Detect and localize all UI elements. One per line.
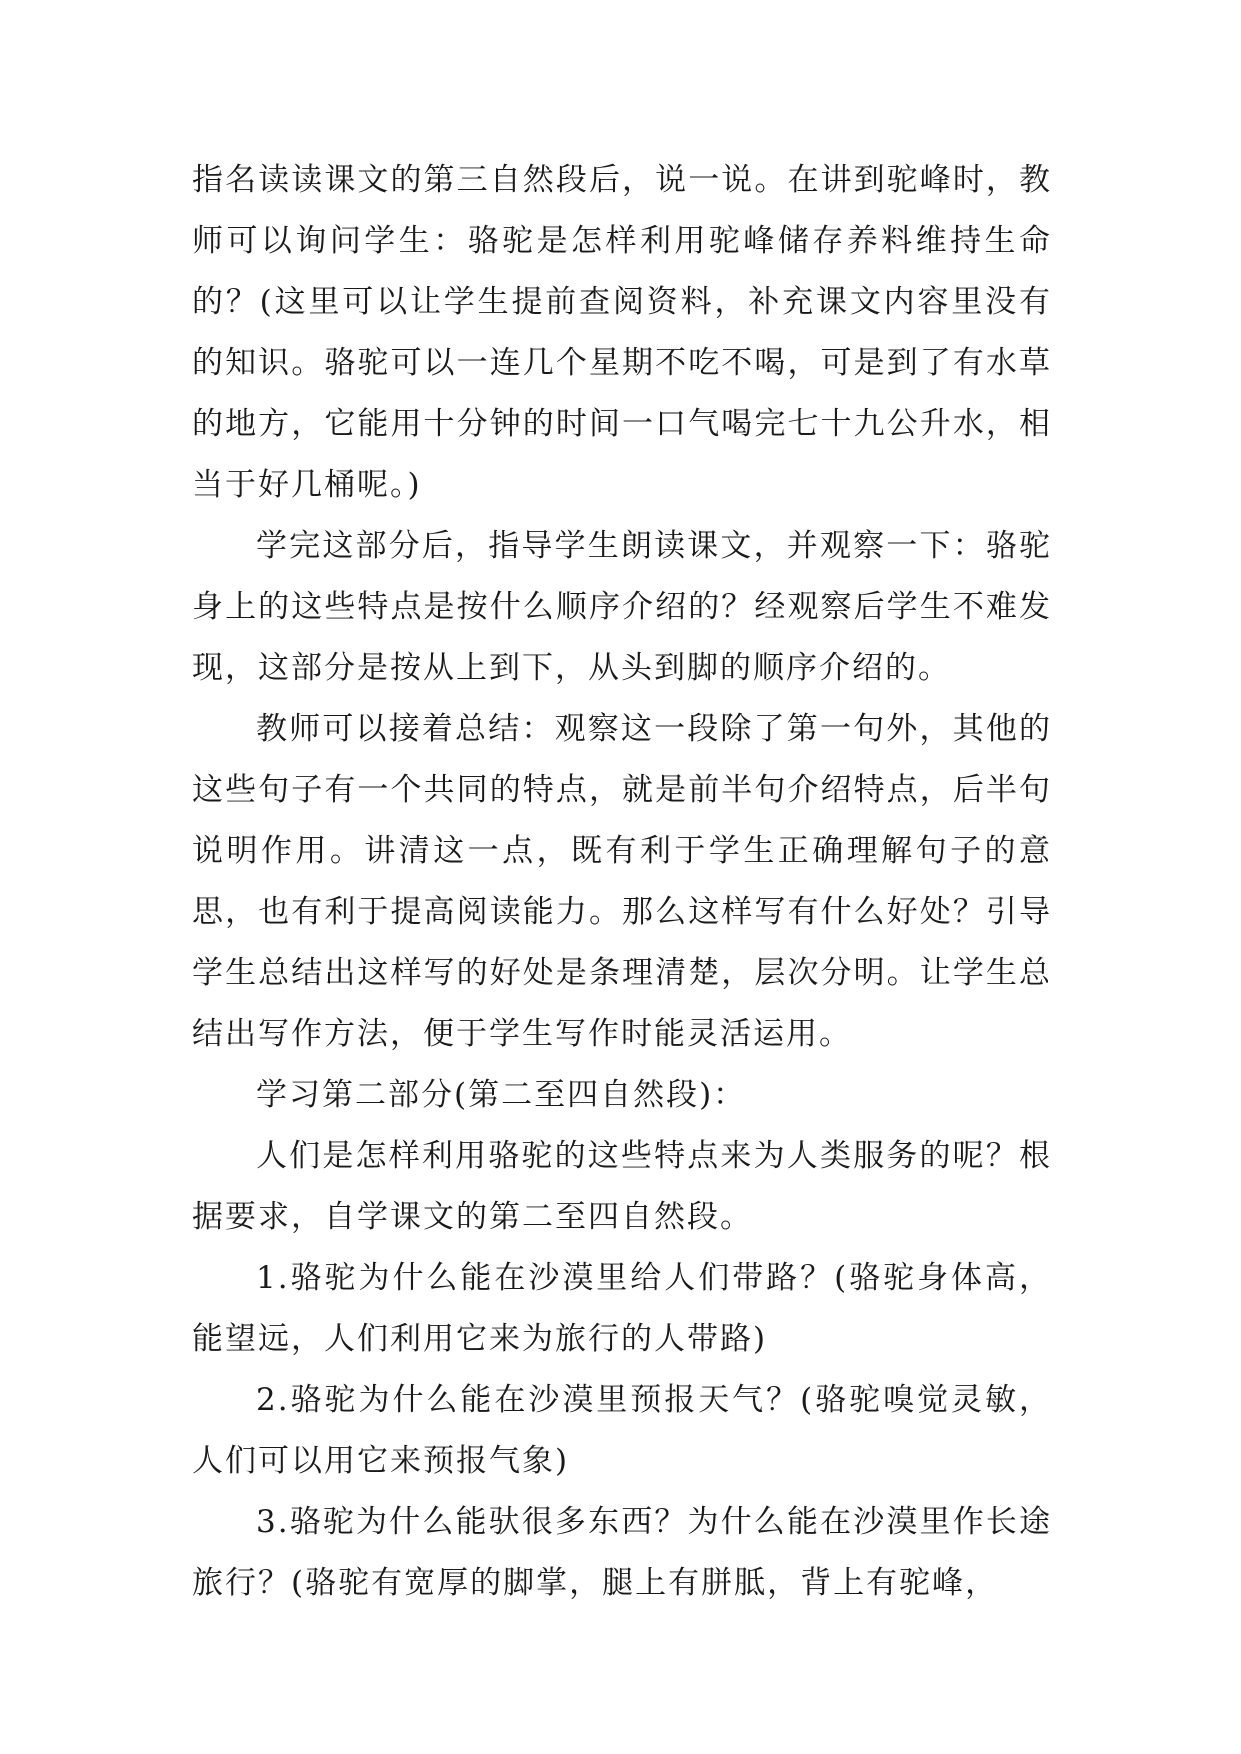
paragraph-teacher-summary: 教师可以接着总结：观察这一段除了第一句外，其他的这些句子有一个共同的特点，就是前半句介绍特点，后半句说明作用。讲清这一点，既有利于学生正确理解句子的意思，也有利于提高阅读能力。那么这样写有什么好处？引导学生总结出这样写的好处是条理清楚，层次分明。让学生总结出写作方法，便于学生写作时能灵活运用。 [192, 711, 1052, 1052]
document-body [192, 150, 1052, 1614]
paragraph-part-two-heading: 学习第二部分(第二至四自然段)： [256, 1077, 747, 1113]
list-item-forecast-weather: 2.骆驼为什么能在沙漠里预报天气？(骆驼嗅觉灵敏，人们可以用它来预报气象) [192, 1382, 1052, 1479]
list-item-carry-goods: 3.骆驼为什么能驮很多东西？为什么能在沙漠里作长途旅行？(骆驼有宽厚的脚掌，腿上有胼胝，背上有驼峰， [192, 1504, 1052, 1601]
list-item-guide-path: 1.骆驼为什么能在沙漠里给人们带路？(骆驼身体高，能望远，人们利用它来为旅行的人带路) [192, 1260, 1052, 1357]
paragraph-self-study: 人们是怎样利用骆驼的这些特点来为人类服务的呢？根据要求，自学课文的第二至四自然段。 [192, 1138, 1052, 1235]
paragraph-reading-order: 学完这部分后，指导学生朗读课文，并观察一下：骆驼身上的这些特点是按什么顺序介绍的？经观察后学生不难发现，这部分是按从上到下，从头到脚的顺序介绍的。 [192, 528, 1052, 686]
paragraph-camel-hump: 指名读读课文的第三自然段后，说一说。在讲到驼峰时，教师可以询问学生：骆驼是怎样利用驼峰储存养料维持生命的？(这里可以让学生提前查阅资料，补充课文内容里没有的知识。骆驼可以一连几个星期不吃不喝，可是到了有水草的地方，它能用十分钟的时间一口气喝完七十九公升水，相当于好几桶呢。) [192, 162, 1052, 503]
